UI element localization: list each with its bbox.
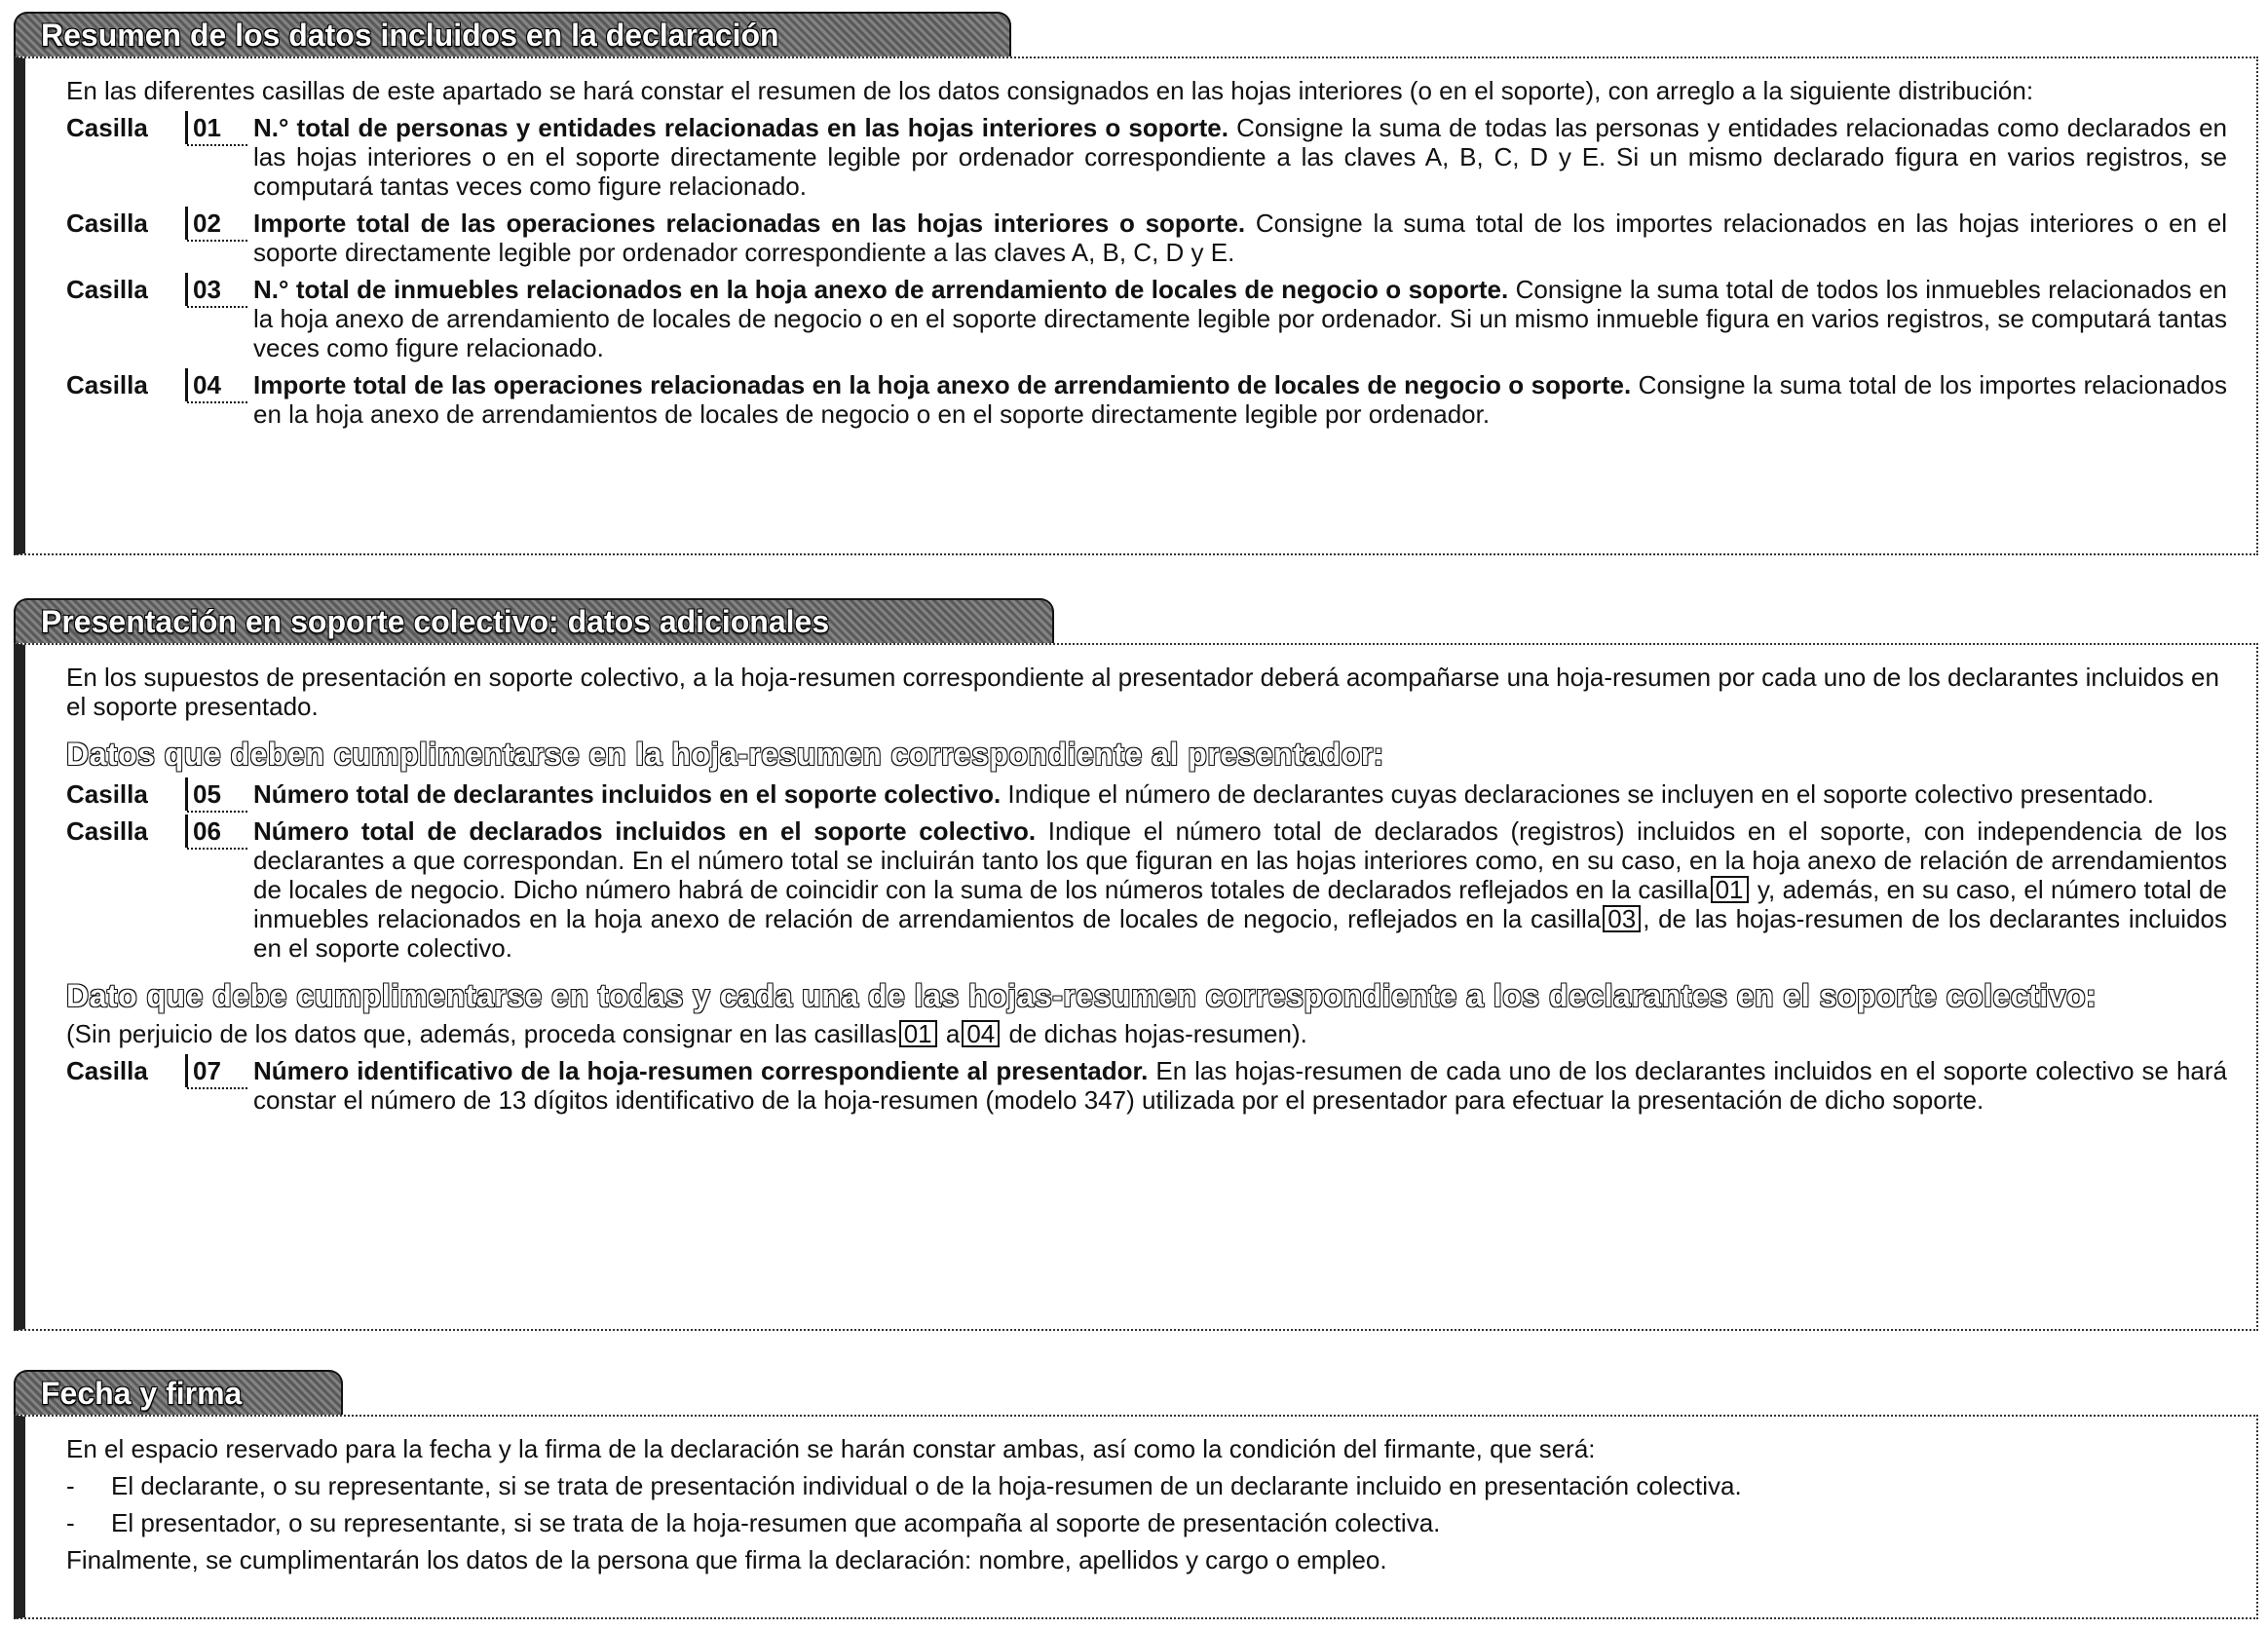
casilla-description: [253, 208, 2227, 267]
casilla-body: Indique el número de declarantes cuyas declaraciones se incluyen en el soporte colectivo presentado.: [1001, 779, 2154, 809]
casilla-row-04: [66, 370, 2227, 429]
section-title: Presentación en soporte colectivo: datos adicionales: [41, 604, 830, 639]
casilla-label: Casilla: [66, 208, 148, 238]
casilla-heading: Importe total de las operaciones relacionadas en la hoja anexo de arrendamiento de locales de negocio o soporte.: [253, 370, 1632, 399]
casilla-row-01: [66, 113, 2227, 201]
section-intro: En el espacio reservado para la fecha y la firma de la declaración se harán constar ambas, así como la condición del firmante, que será:: [66, 1434, 1596, 1463]
note-text: (Sin perjuicio de los datos que, además, proceda consignar en las casillas: [66, 1019, 897, 1048]
bullet-dash: -: [66, 1471, 75, 1500]
casilla-body: Consigne la suma total de todos los inmuebles relacionados en la hoja anexo de arrendamiento de locales de negocio o en el soporte directamente legible por ordenador. Si un mismo inmueble figura en varios registros, se computará tantas veces como figure relacionado.: [253, 275, 2227, 362]
casilla-number: 02: [185, 208, 253, 238]
casilla-reference: 01: [899, 1020, 937, 1047]
casilla-description: [253, 370, 2227, 429]
bullet-text: El presentador, o su representante, si se trata de la hoja-resumen que acompaña al soporte de presentación colectiva.: [111, 1508, 1441, 1537]
casilla-body: Consigne la suma de todas las personas y entidades relacionadas como declarados en las hojas interiores o en el soporte directamente legible por ordenador correspondiente a las claves A, B, C, D y E. Si un mismo declarado figura en varios registros, se computará tantas veces como figure relacionado.: [253, 113, 2227, 201]
casilla-body: y, además, en su caso, el número total de inmuebles relacionados en la hoja anexo de relación de arrendamientos de locales de negocio, reflejados en la casilla: [253, 875, 2227, 933]
casilla-label: Casilla: [66, 370, 148, 399]
casilla-reference: 01: [1711, 876, 1749, 903]
casilla-heading: N.° total de inmuebles relacionados en la hoja anexo de arrendamiento de locales de negocio o soporte.: [253, 275, 1509, 304]
section-title-tab: [14, 12, 1011, 57]
closing-text: Finalmente, se cumplimentarán los datos de la persona que firma la declaración: nombre, apellidos y cargo o empleo.: [66, 1545, 1387, 1574]
casilla-body: Indique el número total de declarados (registros) incluidos en el soporte, con independencia de los declarantes a que correspondan. En el número total se incluirán tanto los que figuran en las hojas interiores como, en su caso, en la hoja anexo de relación de arrendamientos de locales de negocio. Dicho número habrá de coincidir con la suma de los números totales de declarados reflejados en la casilla: [253, 816, 2227, 904]
section-fecha-firma: [14, 1370, 2258, 1619]
casilla-heading: N.° total de personas y entidades relacionadas en las hojas interiores o soporte.: [253, 113, 1228, 142]
section-subheading: Dato que debe cumplimentarse en todas y cada una de las hojas-resumen correspondiente a los declarantes en el soporte colectivo:: [66, 978, 2098, 1013]
casilla-number: 06: [185, 816, 253, 846]
casilla-description: [253, 816, 2227, 963]
section-note: [66, 1019, 2227, 1048]
section-body: [14, 57, 2258, 555]
casilla-row-03: [66, 275, 2227, 362]
casilla-row-07: [66, 1056, 2227, 1115]
casilla-label: Casilla: [66, 779, 148, 809]
casilla-description: [253, 275, 2227, 362]
casilla-number: 01: [185, 113, 253, 142]
casilla-description: [253, 113, 2227, 201]
casilla-number: 05: [185, 779, 253, 809]
section-title: Fecha y firma: [41, 1376, 243, 1411]
bullet-text: El declarante, o su representante, si se trata de presentación individual o de la hoja-resumen de un declarante incluido en presentación colectiva.: [111, 1471, 1742, 1500]
casilla-heading: Número total de declarados incluidos en el soporte colectivo.: [253, 816, 1037, 846]
bullet-item: [66, 1508, 2227, 1537]
bullet-dash: -: [66, 1508, 75, 1537]
section-subheading: Datos que deben cumplimentarse en la hoja-resumen correspondiente al presentador:: [66, 737, 1384, 772]
casilla-label: Casilla: [66, 1056, 148, 1085]
casilla-heading: Importe total de las operaciones relacionadas en las hojas interiores o soporte.: [253, 208, 1246, 238]
casilla-reference: 03: [1603, 905, 1641, 932]
note-text: de dichas hojas-resumen).: [1002, 1019, 1307, 1048]
casilla-label: Casilla: [66, 275, 148, 304]
casilla-heading: Número total de declarantes incluidos en el soporte colectivo.: [253, 779, 1002, 809]
casilla-number: 04: [185, 370, 253, 399]
section-title-tab: [14, 598, 1054, 643]
section-intro: En los supuestos de presentación en soporte colectivo, a la hoja-resumen correspondiente al presentador deberá acompañarse una hoja-resumen por cada uno de los declarantes incluidos en el soporte presentado.: [66, 663, 2219, 721]
casilla-label: Casilla: [66, 816, 148, 846]
section-resumen: [14, 12, 2258, 555]
section-soporte-colectivo: [14, 598, 2258, 1331]
casilla-label: Casilla: [66, 113, 148, 142]
casilla-body: Consigne la suma total de los importes relacionados en la hoja anexo de arrendamientos de locales de negocio o en el soporte directamente legible por ordenador.: [253, 370, 2227, 429]
section-title-tab: [14, 1370, 343, 1415]
casilla-body: En las hojas-resumen de cada uno de los declarantes incluidos en el soporte colectivo se hará constar el número de 13 dígitos identificativo de la hoja-resumen (modelo 347) utilizada por el presentador para efectuar la presentación de dicho soporte.: [253, 1056, 2227, 1115]
note-text: a: [938, 1019, 961, 1048]
bullet-item: [66, 1471, 2227, 1500]
section-body: [14, 1415, 2258, 1619]
casilla-body: Consigne la suma total de los importes relacionados en las hojas interiores o en el soporte directamente legible por ordenador correspondiente a las claves A, B, C, D y E.: [253, 208, 2227, 267]
section-title: Resumen de los datos incluidos en la declaración: [41, 18, 779, 53]
section-body: [14, 643, 2258, 1331]
casilla-body: , de las hojas-resumen de los declarantes incluidos en el soporte colectivo.: [253, 904, 2227, 963]
casilla-row-02: [66, 208, 2227, 267]
casilla-number: 03: [185, 275, 253, 304]
casilla-heading: Número identificativo de la hoja-resumen correspondiente al presentador.: [253, 1056, 1149, 1085]
casilla-reference: 04: [962, 1020, 1000, 1047]
casilla-row-06: [66, 816, 2227, 963]
casilla-row-05: [66, 779, 2227, 809]
casilla-description: [253, 779, 2227, 809]
section-intro: En las diferentes casillas de este apartado se hará constar el resumen de los datos consignados en las hojas interiores (o en el soporte), con arreglo a la siguiente distribución:: [66, 76, 2034, 105]
casilla-number: 07: [185, 1056, 253, 1085]
casilla-description: [253, 1056, 2227, 1115]
